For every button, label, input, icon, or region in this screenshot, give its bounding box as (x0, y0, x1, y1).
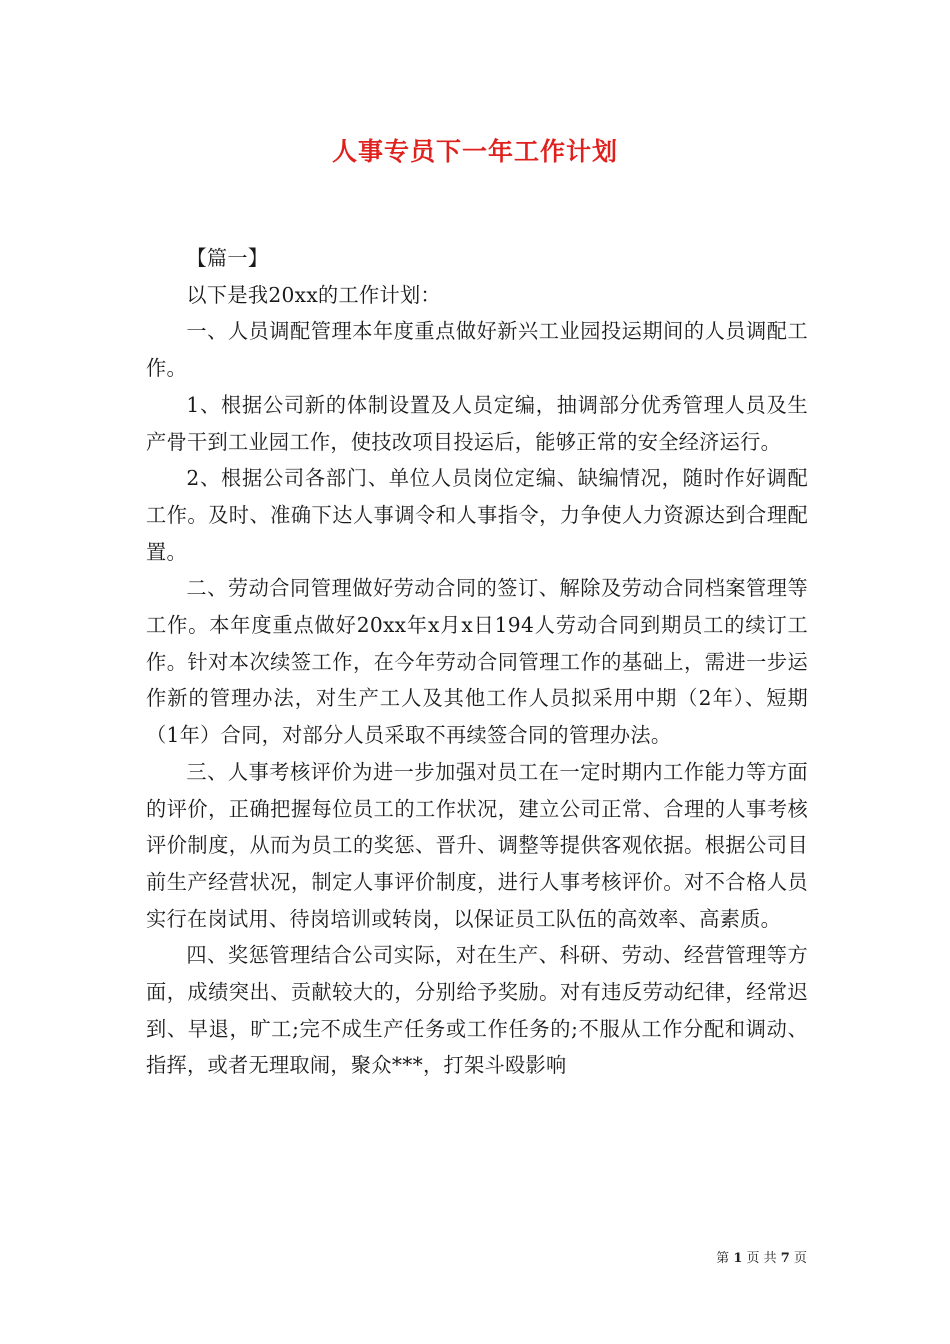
footer-prefix: 第 (716, 1251, 730, 1266)
paragraph-item-2: 2、根据公司各部门、单位人员岗位定编、缺编情况，随时作好调配工作。及时、准确下达人事调令和人事指令，力争使人力资源达到合理配置。 (146, 466, 808, 564)
footer-middle: 页 共 (746, 1251, 777, 1266)
paragraph-intro: 以下是我20xx的工作计划： (186, 282, 441, 307)
document-body (146, 240, 808, 1084)
current-page-number: 1 (733, 1251, 743, 1266)
total-pages-number: 7 (780, 1251, 790, 1266)
section-heading: 【篇一】 (186, 246, 269, 270)
paragraph-section-3: 三、人事考核评价为进一步加强对员工在一定时期内工作能力等方面的评价，正确把握每位员工的工作状况，建立公司正常、合理的人事考核评价制度，从而为员工的奖惩、晋升、调整等提供客观依据。根据公司目前生产经营状况，制定人事评价制度，进行人事考核评价。对不合格人员实行在岗试用、待岗培训或转岗，以保证员工队伍的高效率、高素质。 (146, 759, 808, 931)
paragraph-section-4: 四、奖惩管理结合公司实际，对在生产、科研、劳动、经营管理等方面，成绩突出、贡献较大的，分别给予奖励。对有违反劳动纪律，经常迟到、早退，旷工;完不成生产任务或工作任务的;不服从工作分配和调动、指挥，或者无理取闹，聚众***，打架斗殴影响 (146, 943, 808, 1078)
footer-suffix: 页 (793, 1251, 807, 1266)
paragraph-section-1: 一、人员调配管理本年度重点做好新兴工业园投运期间的人员调配工作。 (146, 319, 808, 381)
document-title: 人事专员下一年工作计划 (331, 137, 618, 166)
paragraph-item-1: 1、根据公司新的体制设置及人员定编，抽调部分优秀管理人员及生产骨干到工业园工作，使技改项目投运后，能够正常的安全经济运行。 (146, 392, 808, 454)
page-number-footer (716, 1247, 807, 1266)
paragraph-section-2: 二、劳动合同管理做好劳动合同的签订、解除及劳动合同档案管理等工作。本年度重点做好20xx年x月x日194人劳动合同到期员工的续订工作。针对本次续签工作，在今年劳动合同管理工作的基础上，需进一步运作新的管理办法，对生产工人及其他工作人员拟采用中期（2年）、短期（1年）合同，对部分人员采取不再续签合同的管理办法。 (146, 576, 808, 748)
